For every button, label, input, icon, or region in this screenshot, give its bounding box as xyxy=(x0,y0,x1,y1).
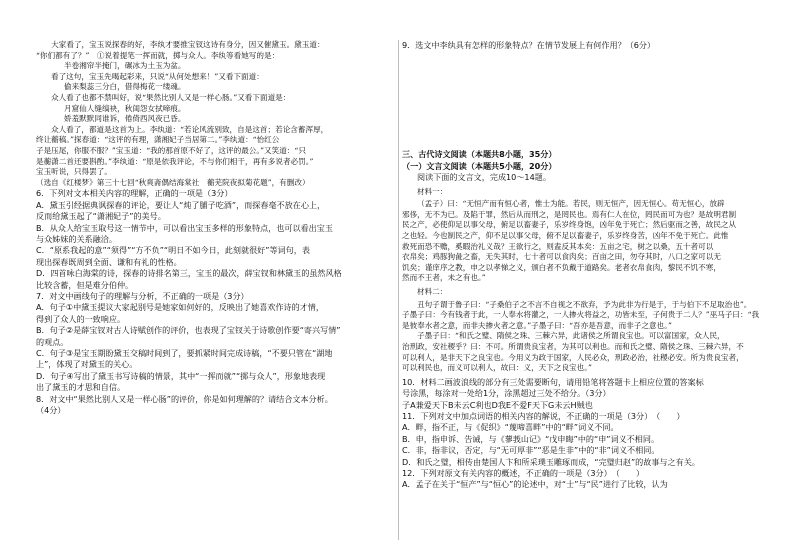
left-text-line: C．“原系我起的意”“须得”“方不负”“明日不如今日，此刻就很好”等词句，表 xyxy=(36,245,310,256)
left-text-line: A．黛玉引经据典讽探春的评论，要让人“炖了脯子吃酒”，而探春毫不放在心上， xyxy=(36,199,326,210)
left-text-line: 得到了众人的一致响应。 xyxy=(36,313,126,324)
right-text-line: 12．下列对原文有关内容的概述，不正确的一项是（3分） （ ） xyxy=(402,467,645,478)
left-text-line: 6．下列对文本相关内容的理解，正确的一项是（3分） xyxy=(36,188,233,199)
left-text-line: 终让蘅稿。”探春道：“这评的有理，潇湘妃子当居第二。”李纨道：“怡红公 xyxy=(36,135,280,145)
left-text-line: 8．对文中“果然比别人又是一样心肠”的评价，你是如何理解的？请结合文本分析。 xyxy=(36,393,333,404)
left-text-line: 偷来梨蕊三分白，借得梅花一缕魂。 xyxy=(64,82,186,92)
left-text-line: 娇羞默默同谁诉，倦倚西风夜已昏。 xyxy=(64,114,186,124)
right-text-line: 子墨子曰：今有钱者于此，一人奉水将灌之，一人掺火将益之，功皆未至，子何贵于二人？”巫马子曰：“我 xyxy=(402,310,760,320)
left-text-line: 半卷湘帘半掩门，碾冰为土玉为盆。 xyxy=(64,61,186,71)
right-text-line: 饥矣；谨庠序之教，申之以孝悌之义，颁白者不负戴于道路矣。老者衣帛食肉，黎民不饥不寒， xyxy=(402,262,721,272)
column-divider xyxy=(398,40,399,540)
left-text-line: D．四首咏白海棠的诗，探春的诗排名第三，宝玉的最次，薛宝钗和林黛玉的虽然风格 xyxy=(36,268,342,279)
right-text-line: B．申，指申诉、告诫，与《蓼莪山记》“戊申晦”中的“申”词义不相同。 xyxy=(402,433,660,444)
left-text-line: 众人看了也都不禁叫好，说“果然比别人又是一样心肠。”又看下面道是： xyxy=(51,92,291,102)
left-text-line: C．句子③是宝玉期盼黛玉交稿时间到了，要抓紧时间完成诗稿，“不要只管在“湖地 xyxy=(36,348,333,358)
right-text-line: 是彼奉水者之意，而非夫掺火者之意。”子墨子曰：“吾亦是吾意，而非子之意也。” xyxy=(402,320,672,330)
right-text-line: 9．选文中李纨具有怎样的形象特点？在情节发展上有何作用？（6分） xyxy=(402,40,656,50)
left-text-line: 看了这句，宝玉先喝起彩来，只说“从何处想来！”又看下面道： xyxy=(51,71,264,81)
left-text-line: 月窟仙人缝缟袂，秋闺怨女拭啼痕。 xyxy=(64,103,186,113)
right-text-line: 民之产，必使仰足以事父母，俯足以畜妻子，乐岁终身饱，凶年免于死亡；然后驱而之善，故民之从 xyxy=(402,220,737,230)
left-text-line: 上”，体现了对黛玉的关心。 xyxy=(36,359,138,370)
right-text-line: A．畔，指不正，与《促织》“蔑啼喜畔”中的“畔”词义不同。 xyxy=(402,422,619,433)
right-text-line: 材料二： xyxy=(417,286,448,296)
right-text-line: 阅读下面的文言文，完成10～14题。 xyxy=(417,172,551,183)
left-text-line: 现出探春既周到全面、谦和有礼的性格。 xyxy=(36,256,182,267)
right-text-line: 衣帛矣；鸡豚狗彘之畜，无失其时，七十者可以食肉矣；百亩之田，勿夺其时，八口之家可以无 xyxy=(402,252,721,262)
right-text-line: D．和氏之璧，相传由楚国人卞和所采璞玉雕琢而成，“完璧归赵”的故事与之有关。 xyxy=(402,456,700,467)
left-text-line: 子是压尾，你服不服？”宝玉道：“我的那首原不好了，这评的最公。”又笑道：“只 xyxy=(36,145,306,155)
right-text-line: 三、古代诗文阅读（本题共8小题，35分） xyxy=(402,149,557,160)
left-text-line: 与众姊妹的关系融洽。 xyxy=(36,233,117,244)
left-text-line: A．句子①中黛玉提议大家起别号是她家如何好的，反映出了她喜欢作诗的才情， xyxy=(36,302,324,313)
left-text-line: 的观点。 xyxy=(36,336,69,347)
left-text-line: 比较含蓄，但是难分伯仲。 xyxy=(36,279,134,290)
left-text-line: 是蘅潇二首还要斟酌。”李纨道：“原是依我评论，不与你们相干，再有多说者必罚。” xyxy=(36,156,314,166)
right-text-line: 子A兼爱天下B未云C利也D我E不爱F天下G未云H贼也 xyxy=(402,399,593,410)
right-column xyxy=(402,40,762,540)
right-text-line: （孟子）曰：“无恒产而有恒心者，惟士为能。若民，则无恒产，因无恒心。苟无恒心，放辟 xyxy=(417,199,725,209)
right-text-line: 邪侈，无不为已。及陷于罪，然后从而刑之，是罔民也。焉有仁人在位，罔民而可为也？是故明君制 xyxy=(402,209,737,219)
left-text-line: 7．对文中画线句子的理解与分析，不正确的一项是（3分） xyxy=(36,290,249,301)
right-text-line: 号涂黑，每涂对一处给1分，涂黑超过三处不给分。（3分） xyxy=(402,388,611,399)
right-text-line: 可以利人，是非天下之良宝也。今用义为政于国家，人民必众，刑政必治，社稷必安。所为贵良宝者， xyxy=(402,352,744,362)
right-text-line: 子墨子曰：“和氏之璧、隋侯之珠、三棘六异，此诸侯之所谓良宝也。可以富国家，众人民， xyxy=(417,331,725,341)
right-text-line: 11．下列对文中加点词语的相关内容的解说，不正确的一项是（3分） （ ） xyxy=(402,410,685,421)
left-text-line: “你们都有了？” ①说着提笔一挥而就，掷与众人。李纨等看她写的是： xyxy=(36,50,280,60)
right-text-line: 治刑政，安社稷乎？曰：不可。所谓贵良宝者，为其可以利也。而和氏之璧、隋侯之珠、三棘六异，不 xyxy=(402,341,744,351)
right-text-line: 救死而恐不赡，奚暇治礼义哉？王欲行之，则盍反其本矣：五亩之宅，树之以桑，五十者可以 xyxy=(402,241,714,251)
left-text-line: 众人看了，都道是这首为上。李纨道：“若论风流别致，自是这首；若论含蓄浑厚， xyxy=(51,124,329,134)
right-text-line: C．非，指非议，否定，与“无可厚非”“恶是生非”中的“非”词义不相同。 xyxy=(402,445,660,456)
right-text-line: 10．材料二画波浪线的部分有三处需要断句，请用铅笔将答题卡上相应位置的答案标 xyxy=(402,376,704,387)
right-text-line: （一）文言文阅读（本题共5小题，20分） xyxy=(402,160,557,171)
left-text-line: 出了黛玉的才思和自信。 xyxy=(36,382,126,393)
left-text-line: （选自《红楼梦》第三十七回“秋爽斋偶结海棠社 蘅芜院夜拟菊花题”，有删改） xyxy=(36,177,310,187)
right-text-line: 可以利民也，而义可以利人，故曰：义，天下之良宝也。” xyxy=(402,363,592,373)
left-column xyxy=(36,40,396,540)
left-text-line: D．句子④写出了黛玉书写诗稿的情景，其中“一挥而就”“掷与众人”，形象地表现 xyxy=(36,370,326,381)
left-text-line: 大家看了，宝玉说探春的好，李纨才要推宝钗这诗有身分，因又催黛玉。黛玉道： xyxy=(36,40,325,49)
right-text-line: 材料一： xyxy=(417,186,448,196)
left-text-line: B．从众人给宝玉取号这一情节中，可以看出宝玉多样的形象特点，也可以看出宝玉 xyxy=(36,222,333,233)
left-text-line: 反而给黛玉起了“潇湘妃子”的美号。 xyxy=(36,211,166,222)
left-text-line: 宝玉听说，只得罢了。 xyxy=(36,167,112,177)
left-text-line: B．句子②是薛宝钗对古人诗赋创作的评价，也表现了宝钗关于诗歌创作要“寄兴写情” xyxy=(36,325,341,336)
right-text-line: A．孟子在关于“恒产”与“恒心”的论述中，对“士”与“民”进行了比较，认为 xyxy=(402,479,668,490)
right-text-line: 丑句子谓于鲁子曰：“子桑伯子之不言不自视之不欲弃，予为此非为行是于，于与伯下不足取治也”。 xyxy=(417,299,752,309)
right-text-line: 之也轻。今也制民之产，仰不足以事父母，俯不足以畜妻子，乐岁终身苦，凶年不免于死亡。此惟 xyxy=(402,231,729,240)
left-text-line: （4分） xyxy=(36,405,66,416)
right-text-line: 然而不王者，未之有也。” xyxy=(402,273,486,283)
